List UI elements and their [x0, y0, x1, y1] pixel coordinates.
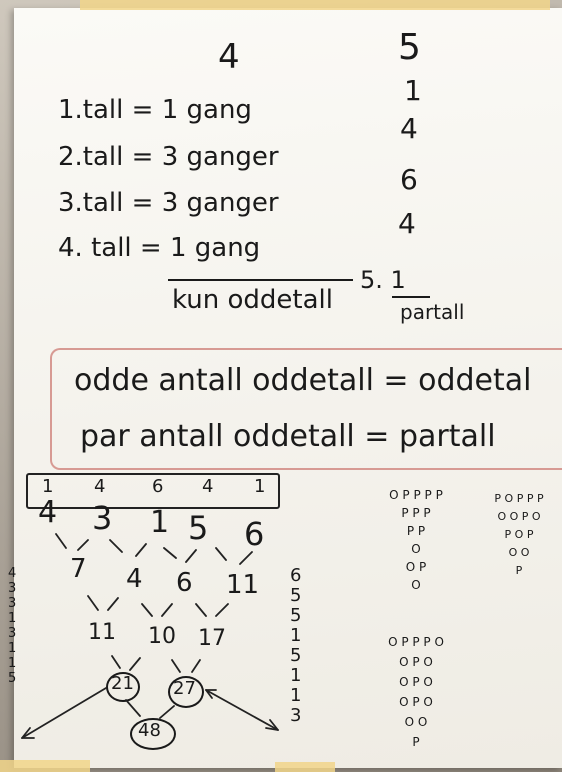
tree-row2-value-4: 11 [226, 570, 260, 600]
tree-row4-value-1: 21 [111, 673, 134, 694]
right-value-2: 4 [400, 112, 418, 145]
boxed-value-5: 1 [254, 476, 266, 497]
left-column-value: 5 [8, 671, 17, 686]
tree-row1-value-4: 5 [188, 509, 209, 547]
right-column-value: 1 [290, 685, 302, 706]
left-column-value: 4 [8, 566, 17, 581]
triangle-row: O [411, 542, 421, 556]
left-column-value: 3 [8, 581, 17, 596]
tree-row4-value-2: 27 [173, 678, 196, 699]
tree-row3-value-3: 17 [198, 626, 226, 651]
tree-row1-value-5: 6 [244, 515, 265, 553]
triangle-row: P P [406, 524, 426, 538]
tree-row1-value-3: 1 [150, 505, 170, 540]
tree-row2-value-2: 4 [126, 564, 143, 594]
count-line-4: 4. tall = 1 gang [58, 233, 261, 263]
boxed-value-2: 4 [94, 476, 106, 497]
right-value-3: 6 [400, 163, 418, 196]
partall-label: partall [400, 300, 465, 324]
right-column [290, 566, 304, 726]
right-column-value: 3 [290, 705, 302, 726]
triangle-row: P [515, 564, 523, 577]
tree-row3-value-1: 11 [88, 620, 116, 645]
left-column [8, 566, 20, 686]
right-value-4: 4 [398, 207, 416, 240]
count-line-1: 1.tall = 1 gang [58, 95, 252, 125]
left-column-value: 1 [8, 656, 17, 671]
kun-oddetall-label: kun oddetall [172, 285, 333, 315]
tree-row5-value-1: 48 [138, 720, 161, 741]
boxed-value-3: 6 [152, 476, 164, 497]
left-column-value: 3 [8, 596, 17, 611]
right-column-value: 1 [290, 665, 302, 686]
right-column-value: 5 [290, 605, 302, 626]
right-value-1: 1 [404, 74, 422, 107]
left-column-value: 3 [8, 626, 17, 641]
triangle-row: P O P [504, 528, 534, 541]
triangle-row: P P P [401, 506, 431, 520]
right-column-value: 5 [290, 585, 302, 606]
parity-triangle-2 [484, 490, 554, 580]
triangle-row: P [412, 735, 420, 749]
tree-row2-value-1: 7 [70, 554, 87, 584]
triangle-row: O [411, 578, 421, 592]
fifth-value: 5. 1 [360, 266, 406, 294]
tree-row3-value-2: 10 [148, 624, 176, 649]
right-column-value: 5 [290, 645, 302, 666]
right-column-value: 1 [290, 625, 302, 646]
triangle-row: O P P P P [389, 488, 443, 502]
triangle-row: O O [404, 715, 428, 729]
left-column-value: 1 [8, 641, 17, 656]
right-column-value: 6 [290, 565, 302, 586]
triangle-row: O P O [399, 695, 433, 709]
parity-triangle-3 [366, 632, 466, 752]
triangle-row: O O P O [497, 510, 541, 523]
boxed-value-4: 4 [202, 476, 214, 497]
count-line-2: 2.tall = 3 ganger [58, 142, 279, 172]
rule-line-2: par antall oddetall = partall [80, 419, 496, 454]
count-line-3: 3.tall = 3 ganger [58, 188, 279, 218]
top-number-right: 5 [398, 27, 421, 68]
left-column-value: 1 [8, 611, 17, 626]
triangle-row: O P O [399, 655, 433, 669]
tree-row1-value-2: 3 [92, 499, 113, 537]
parity-triangle-1 [366, 486, 466, 594]
triangle-row: O P P P O [388, 635, 444, 649]
triangle-row: O O [508, 546, 530, 559]
tree-row2-value-3: 6 [176, 568, 193, 598]
triangle-row: P O P P P [494, 492, 544, 505]
triangle-row: O P O [399, 675, 433, 689]
tree-row1-value-1: 4 [38, 495, 58, 530]
triangle-row: O P [405, 560, 427, 574]
rule-line-1: odde antall oddetall = oddetal [74, 363, 532, 398]
boxed-value-1: 1 [42, 476, 54, 497]
top-number-left: 4 [218, 37, 240, 77]
